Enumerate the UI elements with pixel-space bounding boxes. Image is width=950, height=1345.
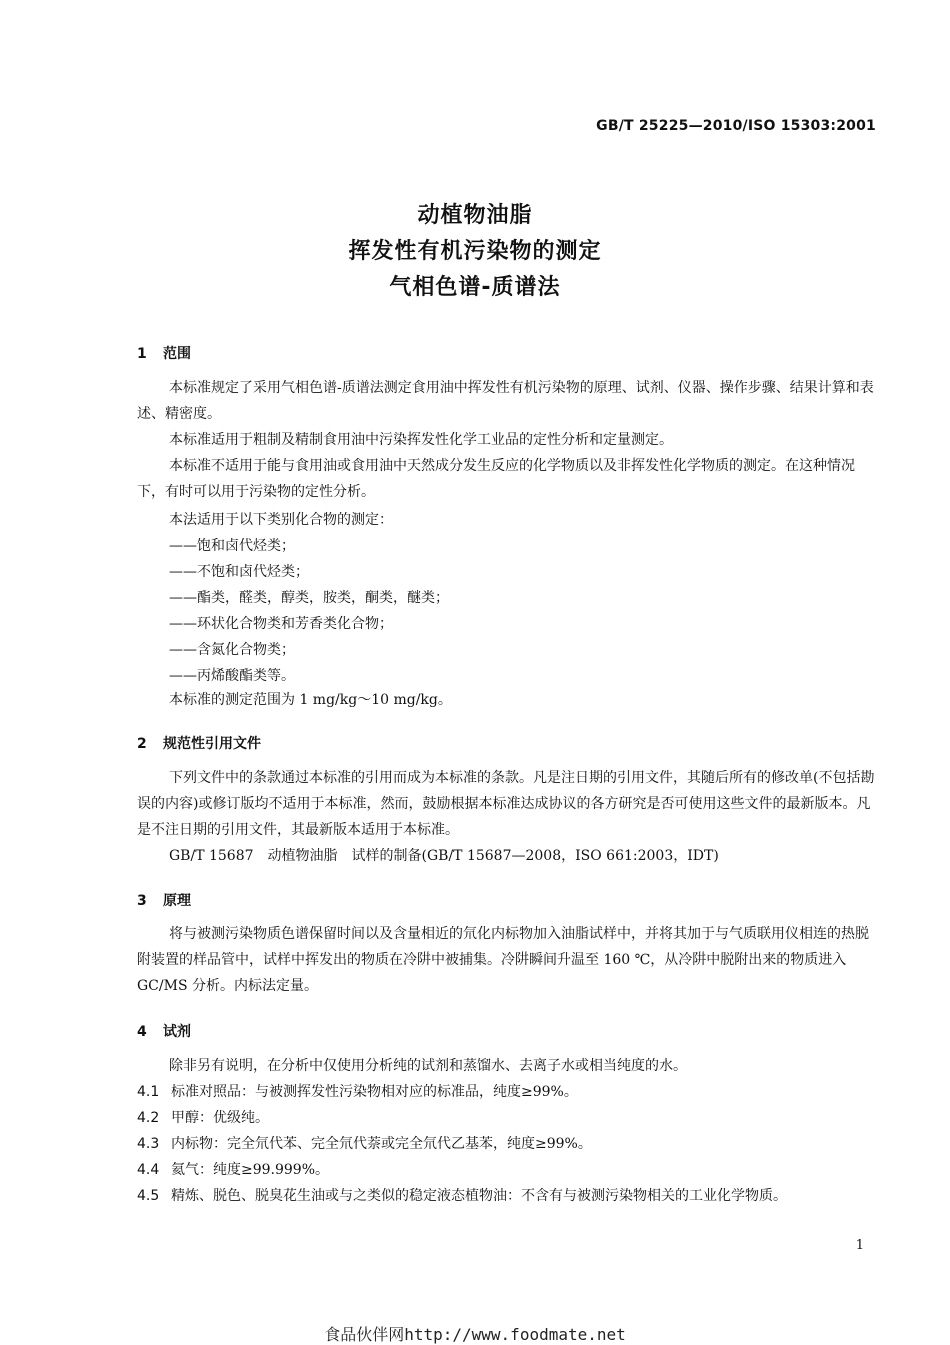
title-line-3: 气相色谱-质谱法 xyxy=(389,275,561,300)
clause-4-2 xyxy=(137,1105,882,1131)
clause-text: 标准对照品：与被测挥发性污染物相对应的标准品，纯度≥99%。 xyxy=(171,1084,578,1100)
clause-text: 精炼、脱色、脱臭花生油或与之类似的稳定液态植物油：不含有与被测污染物相关的工业化学物质。 xyxy=(171,1188,787,1204)
title-line-1: 动植物油脂 xyxy=(417,203,533,228)
list-item: ——酯类，醛类，醇类，胺类，酮类，醚类； xyxy=(169,590,449,606)
list-item: ——不饱和卤代烃类； xyxy=(169,564,309,580)
section-2-number: 2 xyxy=(137,736,147,752)
clause-4-3 xyxy=(137,1131,882,1157)
section-1-paragraph-5: 本标准的测定范围为 1 mg/kg～10 mg/kg。 xyxy=(169,692,452,708)
section-1-title: 范围 xyxy=(163,346,191,362)
section-1-heading xyxy=(137,343,191,363)
list-item: ——饱和卤代烃类； xyxy=(169,538,295,554)
section-1-paragraph-2: 本标准适用于粗制及精制食用油中污染挥发性化学工业品的定性分析和定量测定。 xyxy=(169,432,673,448)
section-3-title: 原理 xyxy=(163,893,191,909)
list-item: ——环状化合物类和芳香类化合物； xyxy=(169,616,393,632)
section-3-number: 3 xyxy=(137,893,147,909)
section-2-paragraph-1: 下列文件中的条款通过本标准的引用而成为本标准的条款。凡是注日期的引用文件，其随后所有的修改单(不包括勘误的内容)或修订版均不适用于本标准，然而，鼓励根据本标准达成协议的各方研究是否可使用这些文件的最新版本。凡是不注日期的引用文件，其最新版本适用于本标准。 xyxy=(137,770,875,838)
document-code: GB/T 25225—2010/ISO 15303:2001 xyxy=(596,118,876,134)
normative-reference: GB/T 15687 动植物油脂 试样的制备(GB/T 15687—2008，ISO 661:2003，IDT) xyxy=(169,848,719,864)
clause-4-4 xyxy=(137,1157,882,1183)
clause-number: 4.3 xyxy=(137,1136,160,1152)
clause-number: 4.4 xyxy=(137,1162,160,1178)
section-2-heading xyxy=(137,733,261,753)
section-4-paragraph-1: 除非另有说明，在分析中仅使用分析纯的试剂和蒸馏水、去离子水或相当纯度的水。 xyxy=(169,1058,687,1074)
clause-text: 内标物：完全氘代苯、完全氘代萘或完全氘代乙基苯，纯度≥99%。 xyxy=(171,1136,592,1152)
clause-number: 4.1 xyxy=(137,1084,160,1100)
list-item: ——丙烯酸酯类等。 xyxy=(169,668,295,684)
section-1-paragraph-3: 本标准不适用于能与食用油或食用油中天然成分发生反应的化学物质以及非挥发性化学物质的测定。在这种情况下，有时可以用于污染物的定性分析。 xyxy=(137,458,855,500)
section-4-number: 4 xyxy=(137,1024,147,1040)
watermark xyxy=(0,1322,950,1345)
watermark-url: http://www.foodmate.net xyxy=(404,1325,626,1344)
section-3-heading xyxy=(137,890,191,910)
section-1-paragraph-4: 本法适用于以下类别化合物的测定： xyxy=(169,512,393,528)
section-1-paragraph-1: 本标准规定了采用气相色谱-质谱法测定食用油中挥发性有机污染物的原理、试剂、仪器、操作步骤、结果计算和表述、精密度。 xyxy=(137,380,874,422)
watermark-site-name: 食品伙伴网 xyxy=(324,1325,405,1344)
clause-4-1 xyxy=(137,1079,882,1105)
section-3-paragraph-1: 将与被测污染物质色谱保留时间以及含量相近的氘化内标物加入油脂试样中，并将其加于与气质联用仪相连的热脱附装置的样品管中，试样中挥发出的物质在冷阱中被捕集。冷阱瞬间升温至 160 ℃，从冷阱中脱附出来的物质进入 GC/MS 分析。内标法定量。 xyxy=(137,926,869,994)
title-line-2: 挥发性有机污染物的测定 xyxy=(348,239,602,264)
clause-4-5 xyxy=(137,1183,882,1209)
clause-number: 4.2 xyxy=(137,1110,160,1126)
clause-text: 氦气：纯度≥99.999%。 xyxy=(171,1162,330,1178)
section-4-title: 试剂 xyxy=(163,1024,191,1040)
clause-text: 甲醇：优级纯。 xyxy=(171,1110,269,1126)
page-number: 1 xyxy=(855,1238,864,1253)
clause-number: 4.5 xyxy=(137,1188,160,1204)
list-item: ——含氮化合物类； xyxy=(169,642,295,658)
section-4-heading xyxy=(137,1021,191,1041)
section-1-number: 1 xyxy=(137,346,147,362)
section-2-title: 规范性引用文件 xyxy=(163,736,261,752)
